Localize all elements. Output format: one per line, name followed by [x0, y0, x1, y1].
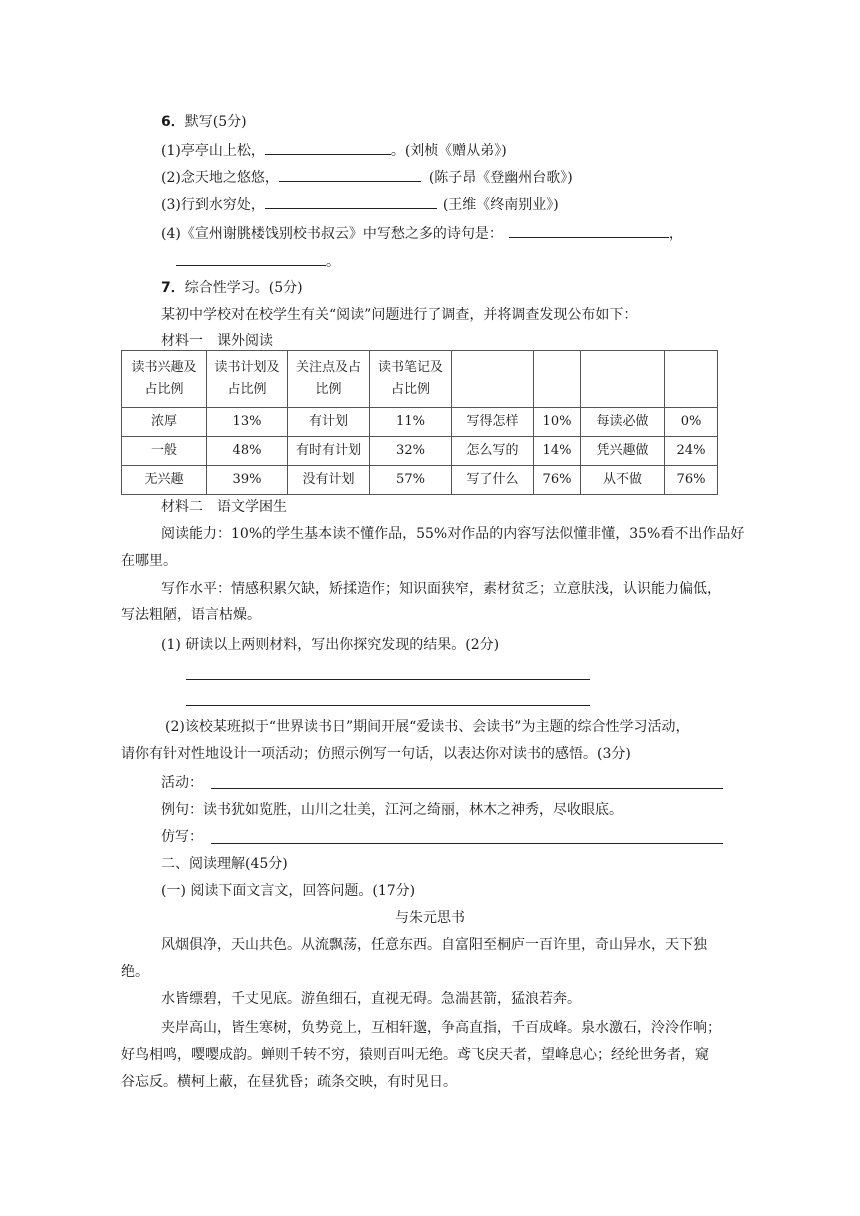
- table-header-cell: 关注点及占 比例: [288, 351, 370, 408]
- table-cell: 0%: [665, 408, 718, 437]
- sub-question-1: (1) 研读以上两则材料，写出你探究发现的结果。(2分): [161, 637, 500, 653]
- fill-blank[interactable]: [265, 139, 391, 155]
- table-cell: 48%: [207, 437, 288, 466]
- table-cell: 写得怎样: [452, 408, 534, 437]
- table-cell: 10%: [534, 408, 581, 437]
- table-cell: 13%: [207, 408, 288, 437]
- table-cell: 无兴趣: [122, 466, 207, 495]
- table-header-cell: [581, 351, 665, 408]
- sub-question-2-line-1: (2)该校某班拟于“世界读书日”期间开展“爱读书、会读书”为主题的综合性学习活动，: [165, 719, 690, 735]
- essay-title: 与朱元思书: [395, 910, 465, 926]
- table-cell: 凭兴趣做: [581, 437, 665, 466]
- table-header-cell: [452, 351, 534, 408]
- table-cell: 写了什么: [452, 466, 534, 495]
- answer-line[interactable]: [186, 679, 590, 680]
- fill-blank[interactable]: [265, 193, 437, 209]
- part-2-sub-heading: (一) 阅读下面文言文，回答问题。(17分): [161, 883, 416, 899]
- table-row: [122, 408, 718, 437]
- essay-paragraph-2: 水皆缥碧，千丈见底。游鱼细石，直视无碍。急湍甚箭，猛浪若奔。: [161, 991, 581, 1007]
- table-cell: 57%: [370, 466, 452, 495]
- example-sentence: 例句：读书犹如览胜，山川之壮美，江河之绮丽，林木之神秀，尽收眼底。: [161, 802, 623, 818]
- imitate-answer-line[interactable]: [211, 843, 723, 844]
- table-header-cell: [665, 351, 718, 408]
- writing-level-line-1: 写作水平：情感积累欠缺，矫揉造作；知识面狭窄，素材贫乏；立意肤浅，认识能力偏低，: [161, 581, 721, 597]
- table-cell: 76%: [665, 466, 718, 495]
- activity-answer-line[interactable]: [211, 788, 723, 789]
- fill-blank[interactable]: [176, 250, 326, 266]
- q6-title: 6．默写(5分): [161, 114, 247, 130]
- material-2-label: 材料二 语文学困生: [161, 499, 287, 515]
- survey-table: [121, 350, 718, 495]
- table-cell: 怎么写的: [452, 437, 534, 466]
- answer-line[interactable]: [186, 705, 590, 706]
- table-cell: 有计划: [288, 408, 370, 437]
- table-cell: 浓厚: [122, 408, 207, 437]
- material-1-label: 材料一 课外阅读: [161, 333, 273, 349]
- table-header-cell: 读书笔记及 占比例: [370, 351, 452, 408]
- essay-paragraph-3-line-2: 好鸟相鸣，嘤嘤成韵。蝉则千转不穷，猿则百叫无绝。鸢飞戾天者，望峰息心；经纶世务者，窥: [121, 1047, 709, 1063]
- table-cell: 从不做: [581, 466, 665, 495]
- table-header-row: [122, 351, 718, 408]
- table-cell: 有时有计划: [288, 437, 370, 466]
- fill-blank[interactable]: [509, 222, 669, 238]
- writing-level-line-2: 写法粗陋，语言枯燥。: [121, 607, 261, 623]
- imitate-label: 仿写：: [161, 829, 203, 845]
- sub-question-2-line-2: 请你有针对性地设计一项活动；仿照示例写一句话，以表达你对读书的感悟。(3分): [121, 746, 631, 762]
- part-2-heading: 二、阅读理解(45分): [161, 856, 288, 872]
- essay-paragraph-3-line-3: 谷忘反。横柯上蔽，在昼犹昏；疏条交映，有时见日。: [121, 1074, 457, 1090]
- essay-paragraph-1-line-2: 绝。: [121, 964, 149, 980]
- table-cell: 24%: [665, 437, 718, 466]
- reading-ability-line-1: 阅读能力：10%的学生基本读不懂作品，55%对作品的内容写法似懂非懂，35%看不出作品好: [161, 526, 745, 542]
- table-cell: 39%: [207, 466, 288, 495]
- q7-intro: 某初中学校对在校学生有关“阅读”问题进行了调查，并将调查发现公布如下：: [161, 307, 638, 323]
- q6-line-5: 。: [176, 250, 340, 272]
- table-cell: 76%: [534, 466, 581, 495]
- essay-paragraph-3-line-1: 夹岸高山，皆生寒树，负势竞上，互相轩邈，争高直指，千百成峰。泉水激石，泠泠作响；: [161, 1020, 721, 1036]
- table-header-cell: [534, 351, 581, 408]
- q6-line-3: (3)行到水穷处， (王维《终南别业》): [161, 193, 559, 215]
- table-row: [122, 466, 718, 495]
- table-row: [122, 437, 718, 466]
- essay-paragraph-1-line-1: 风烟俱净，天山共色。从流飘荡，任意东西。自富阳至桐庐一百许里，奇山异水，天下独: [161, 937, 707, 953]
- reading-ability-line-2: 在哪里。: [121, 553, 177, 569]
- table-cell: 14%: [534, 437, 581, 466]
- table-cell: 32%: [370, 437, 452, 466]
- q6-line-1: (1)亭亭山上松， 。(刘桢《赠从弟》): [161, 139, 507, 161]
- q6-line-4: (4)《宣州谢朓楼饯别校书叔云》中写愁之多的诗句是： ，: [161, 222, 683, 244]
- table-cell: 每读必做: [581, 408, 665, 437]
- fill-blank[interactable]: [279, 166, 421, 182]
- table-cell: 11%: [370, 408, 452, 437]
- q6-line-2: (2)念天地之悠悠， (陈子昂《登幽州台歌》): [161, 166, 573, 188]
- table-cell: 一般: [122, 437, 207, 466]
- table-header-cell: 读书计划及 占比例: [207, 351, 288, 408]
- q7-title: 7．综合性学习。(5分): [161, 280, 303, 296]
- activity-label: 活动：: [161, 775, 203, 791]
- table-header-cell: 读书兴趣及 占比例: [122, 351, 207, 408]
- table-cell: 没有计划: [288, 466, 370, 495]
